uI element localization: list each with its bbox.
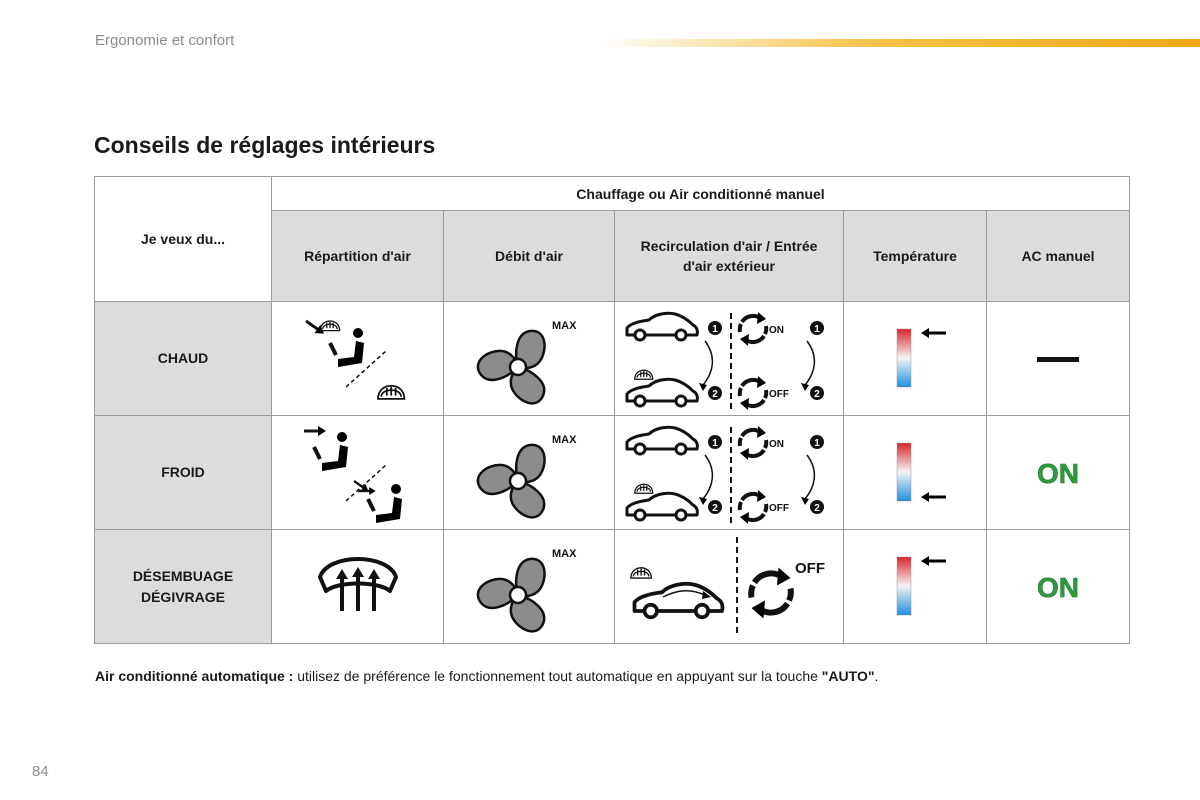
header-accent-bar (600, 39, 1200, 47)
row-label-chaud: CHAUD (95, 302, 272, 416)
fan-icon (474, 309, 584, 409)
ac-on-label: ON (1037, 571, 1079, 603)
ac-manual-cell (987, 416, 1130, 530)
group-header: Chauffage ou Air conditionné manuel (272, 177, 1130, 211)
recirc-on-label: ON (769, 324, 784, 336)
recirc-on-label: ON (769, 438, 784, 450)
car-fresh-air-icon (627, 493, 697, 520)
temperature-cell (844, 302, 987, 416)
recirculation-sequence-icon (619, 533, 839, 641)
temperature-gauge-icon (875, 319, 955, 399)
recirculation-cell (615, 530, 844, 644)
col-header-temperature: Température (844, 211, 987, 302)
row-label-line: DÉSEMBUAGE (132, 567, 234, 584)
air-distribution-cell (272, 416, 444, 530)
note-end: . (874, 668, 879, 684)
table-row (95, 530, 1130, 644)
settings-table (94, 176, 1130, 644)
temperature-cell (844, 530, 987, 644)
car-recirculation-icon (627, 313, 697, 340)
ac-on-label: ON (1037, 457, 1079, 489)
recirculation-cell (615, 416, 844, 530)
air-flow-cell (444, 302, 615, 416)
air-distribution-cell (272, 530, 444, 644)
ac-off-indicator (1018, 339, 1098, 379)
row-label-desembuage (95, 530, 272, 644)
table-row (95, 416, 1130, 530)
row-label-froid: FROID (95, 416, 272, 530)
fan-max-label: MAX (552, 433, 577, 446)
automatic-ac-note (95, 668, 878, 684)
car-fresh-air-icon (627, 379, 697, 406)
fan-max-label: MAX (552, 319, 577, 332)
ac-manual-cell (987, 302, 1130, 416)
air-distribution-cell (272, 302, 444, 416)
air-flow-cell (444, 530, 615, 644)
fan-icon (474, 423, 584, 523)
car-fresh-air-icon (635, 583, 723, 616)
temperature-gauge-icon (875, 433, 955, 513)
note-key: "AUTO" (821, 668, 875, 684)
corner-header: Je veux du... (95, 177, 272, 302)
page-number: 84 (32, 763, 49, 780)
col-header-ac-manual: AC manuel (987, 211, 1130, 302)
windscreen-defrost-icon (298, 537, 418, 637)
ac-on-indicator (1018, 453, 1098, 493)
recirc-off-label: OFF (795, 559, 825, 577)
col-header-air-flow: Débit d'air (444, 211, 615, 302)
note-text: utilisez de préférence le fonctionnement tout automatique en appuyant sur la touche (293, 668, 822, 684)
section-title: Ergonomie et confort (95, 32, 235, 49)
ac-on-indicator (1018, 567, 1098, 607)
col-header-recirculation: Recirculation d'air / Entrée d'air extérieur (615, 211, 844, 302)
recirc-off-label: OFF (769, 502, 789, 514)
car-recirculation-icon (627, 427, 697, 454)
air-distribution-icon (298, 309, 418, 409)
pointer-arrow-icon (921, 556, 946, 566)
ac-manual-cell (987, 530, 1130, 644)
recirculation-cell (615, 302, 844, 416)
recirculation-sequence-icon (619, 305, 839, 413)
pointer-arrow-icon (921, 328, 946, 338)
air-flow-cell (444, 416, 615, 530)
pointer-arrow-icon (921, 492, 946, 502)
note-bold-lead: Air conditionné automatique : (95, 668, 294, 684)
col-header-air-distribution: Répartition d'air (272, 211, 444, 302)
recirc-off-label: OFF (769, 388, 789, 400)
fan-max-label: MAX (552, 547, 577, 560)
page-title: Conseils de réglages intérieurs (94, 132, 436, 158)
recirculation-sequence-icon (619, 419, 839, 527)
fan-icon (474, 537, 584, 637)
temperature-cell (844, 416, 987, 530)
row-label-line: DÉGIVRAGE (140, 588, 225, 605)
table-row (95, 302, 1130, 416)
air-distribution-icon (298, 423, 418, 523)
recirculation-arrows-icon (751, 567, 791, 618)
temperature-gauge-icon (875, 547, 955, 627)
